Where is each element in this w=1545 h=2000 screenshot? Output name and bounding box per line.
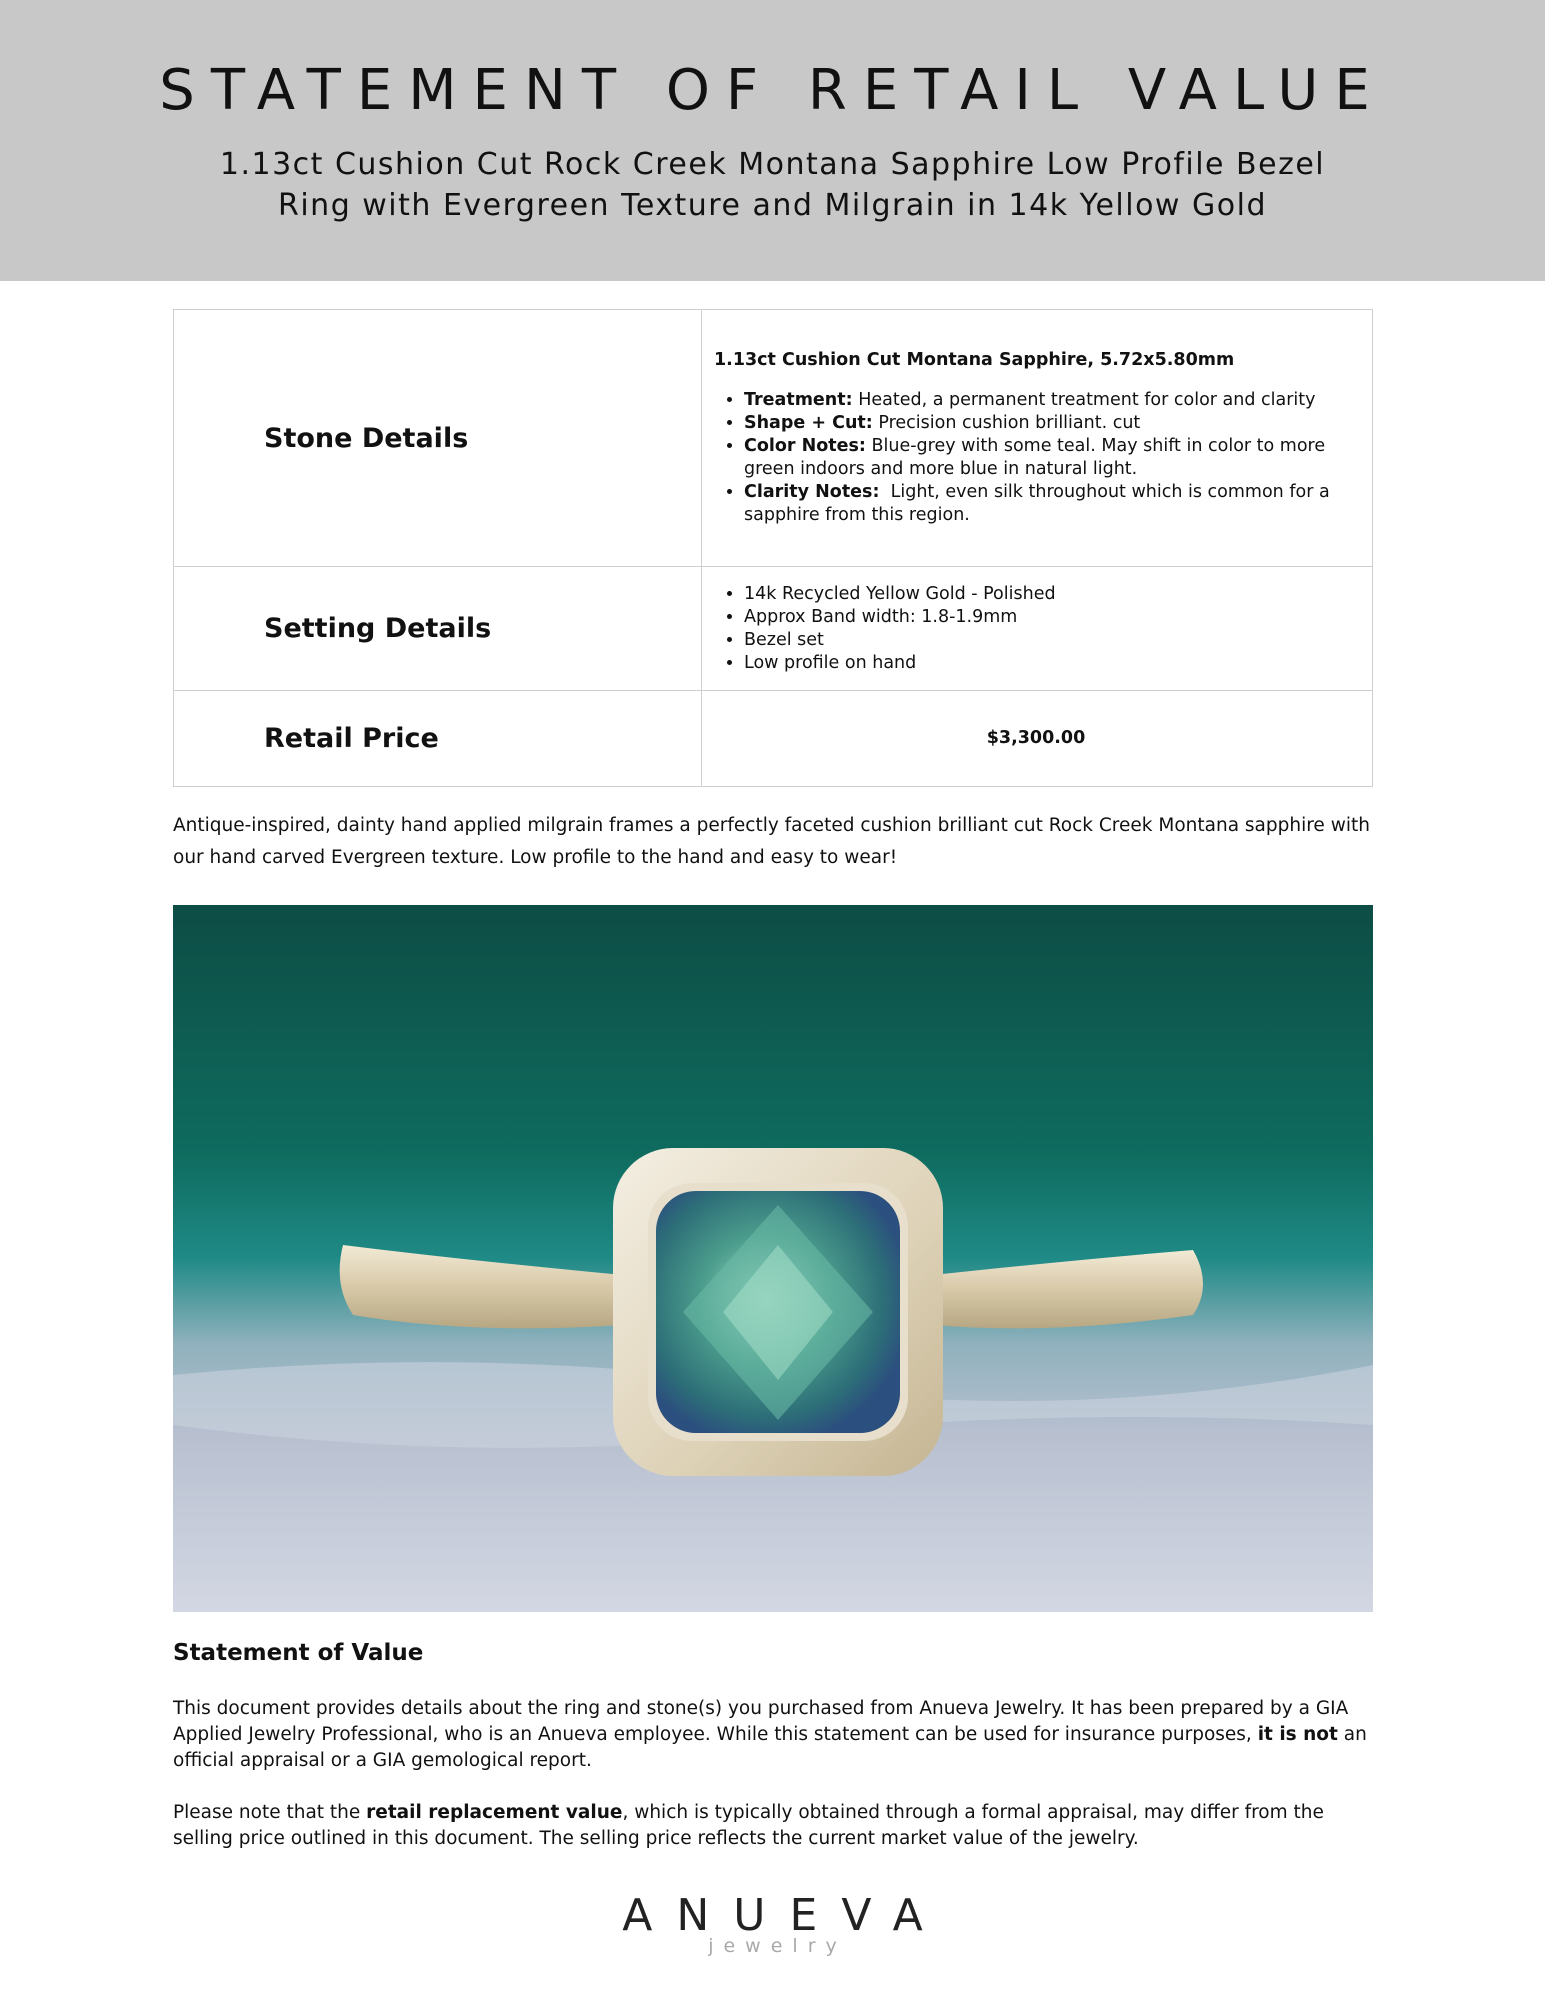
brand-logo xyxy=(0,1890,1545,1957)
subtitle-line-2: Ring with Evergreen Texture and Milgrain in 14k Yellow Gold xyxy=(278,188,1267,223)
list-item: • 14k Recycled Yellow Gold - Polished xyxy=(744,583,1358,606)
setting-details-value xyxy=(702,567,1373,691)
list-item: • Bezel set xyxy=(744,629,1358,652)
setting-details-label: Setting Details xyxy=(174,567,702,691)
list-item: • Color Notes: Blue-grey with some teal. May shift in color to more green indoors and more blue in natural light. xyxy=(744,435,1358,481)
document-title: STATEMENT OF RETAIL VALUE xyxy=(159,58,1386,123)
list-item: • Treatment: Heated, a permanent treatment for color and clarity xyxy=(744,389,1358,412)
ring-photo xyxy=(173,905,1373,1612)
stone-details-row xyxy=(174,310,1373,567)
stone-details-list xyxy=(714,389,1358,527)
ring-image xyxy=(173,905,1373,1612)
stone-details-label: Stone Details xyxy=(174,310,702,567)
retail-price-label: Retail Price xyxy=(174,691,702,787)
list-item: • Low profile on hand xyxy=(744,652,1358,675)
retail-price-row xyxy=(174,691,1373,787)
logo-subtitle: jewelry xyxy=(708,1935,847,1957)
list-item: • Approx Band width: 1.8-1.9mm xyxy=(744,606,1358,629)
product-description: Antique-inspired, dainty hand applied milgrain frames a perfectly faceted cushion brilliant cut Rock Creek Montana sapphire with our hand carved Evergreen texture. Low profile to the hand and easy to wear! xyxy=(173,815,1370,868)
setting-details-row xyxy=(174,567,1373,691)
list-item: • Shape + Cut: Precision cushion brilliant. cut xyxy=(744,412,1358,435)
statement-paragraph-1: This document provides details about the ring and stone(s) you purchased from Anueva Jewelry. It has been prepared by a GIA Applied Jewelry Professional, who is an Anueva employee. While this statement can be used for insurance purposes, it is not an official appraisal or a GIA gemological report. xyxy=(173,1698,1367,1771)
statement-paragraph-2: Please note that the retail replacement value, which is typically obtained through a formal appraisal, may differ from the selling price outlined in this document. The selling price reflects the current market value of the jewelry. xyxy=(173,1802,1324,1849)
statement-heading: Statement of Value xyxy=(173,1640,424,1666)
stone-title: 1.13ct Cushion Cut Montana Sapphire, 5.72x5.80mm xyxy=(714,350,1235,370)
subtitle-line-1: 1.13ct Cushion Cut Rock Creek Montana Sapphire Low Profile Bezel xyxy=(219,147,1326,182)
setting-details-list xyxy=(714,583,1358,675)
details-table xyxy=(173,309,1373,787)
header-banner xyxy=(0,0,1545,281)
stone-details-value xyxy=(702,310,1373,567)
list-item: • Clarity Notes: Light, even silk throughout which is common for a sapphire from this region. xyxy=(744,481,1358,527)
product-subtitle xyxy=(150,144,1395,226)
logo-name: ANUEVA xyxy=(622,1890,947,1941)
retail-price-value: $3,300.00 xyxy=(702,691,1373,787)
